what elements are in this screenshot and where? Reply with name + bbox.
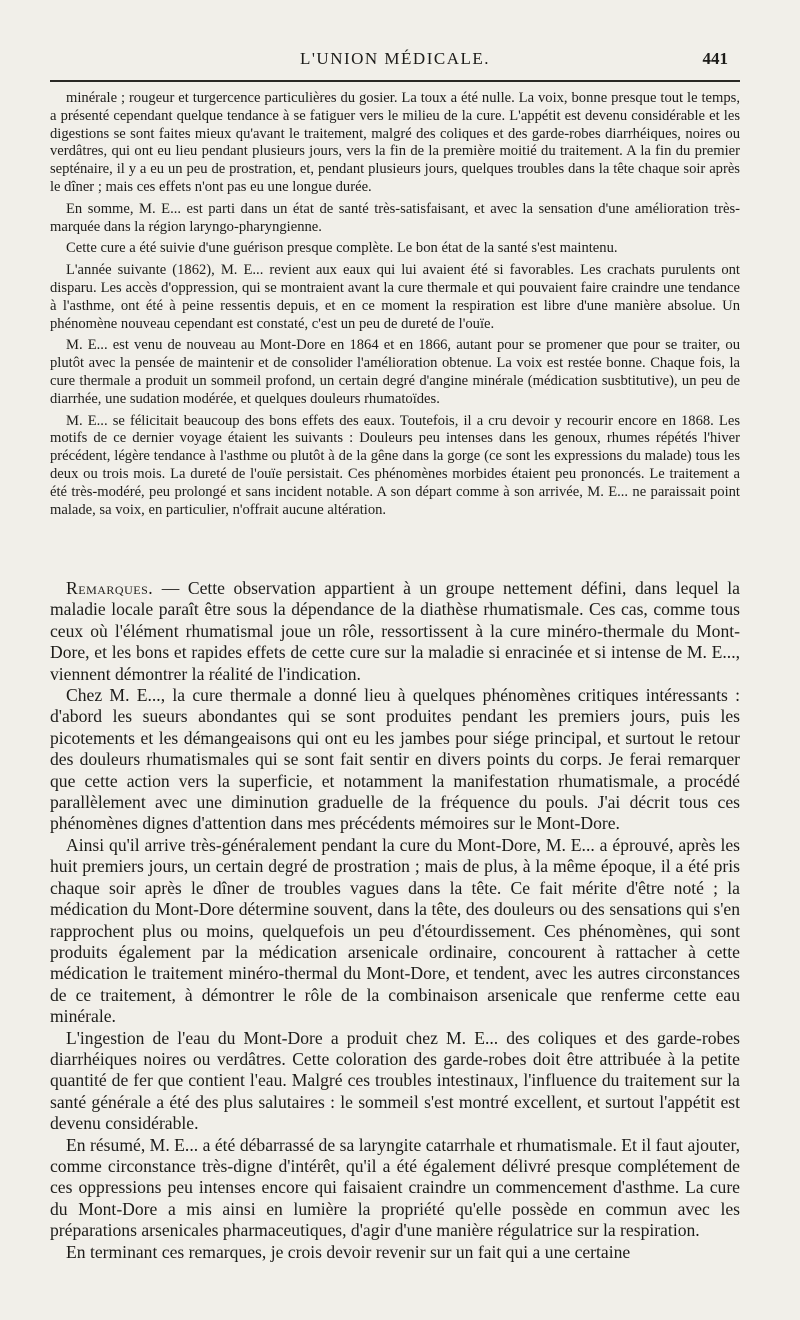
running-title: L'UNION MÉDICALE. (299, 49, 491, 68)
remarques-label: Remarques. (66, 578, 154, 598)
paragraph: M. E... se félicitait beaucoup des bons effets des eaux. Toutefois, il a cru devoir y recourir encore en 1868. Les motifs de ce dernier voyage étaient les suivants : Douleurs peu intenses dans les genoux, rhumes répétés l'hiver précédent, légère tendance à l'asthme ou plutôt à de la gêne dans la gorge (ce sont les expressions du malade) tous les deux ou trois mois. La dureté de l'ouïe persistait. Ces phénomènes morbides étaient peu prononcés. Le traitement a été très-modéré, peu prolongé et sans incident notable. A son départ comme à son arrivée, M. E... ne paraissait point malade, sa voix, en particulier, n'offrait aucune altération. (50, 412, 740, 518)
paragraph: L'année suivante (1862), M. E... revient aux eaux qui lui avaient été si favorables. Les crachats purulents ont disparu. Les accès d'oppression, qui se montraient avant la cure thermale et qui pouvaient faire craindre une tendance à l'asthme, ont été à peine ressentis depuis, et en ce moment la respiration est libre d'une manière absolue. Un phénomène nouveau cependant est constaté, c'est un peu de dureté de l'ouïe. (50, 262, 740, 332)
paragraph: Cette cure a été suivie d'une guérison presque complète. Le bon état de la santé s'est maintenu. (66, 240, 618, 257)
remarques-section (50, 578, 740, 1263)
case-report-small-print (50, 90, 740, 519)
page-header (50, 44, 740, 78)
paragraph: Ainsi qu'il arrive très-généralement pendant la cure du Mont-Dore, M. E... a éprouvé, après les huit premiers jours, un certain degré de prostration ; mais de plus, à la même époque, il a été pris chaque soir après le dîner de troubles vagues dans la tête. Ce fait mérite d'être noté ; la médication du Mont-Dore détermine souvent, dans la tête, des douleurs ou des sensations qui s'en rapprochent plus ou moins, quelquefois un peu d'étourdissement. Ces phénomènes, qui sont produits également par la médication arsenicale ordinaire, concourent à rattacher à cette médication le traitement minéro-thermal du Mont-Dore, et tendent, avec les autres circonstances de ce traitement, à démontrer le rôle de la combinaison arsenicale que renferme cette eau minérale. (50, 834, 740, 1027)
paragraph: M. E... est venu de nouveau au Mont-Dore en 1864 et en 1866, autant pour se promener que pour se traiter, ou plutôt avec la pensée de maintenir et de consolider l'amélioration obtenue. La voix est restée bonne. Chaque fois, la cure thermale a produit un sommeil profond, un certain degré d'angine minérale (médication susbtitutive), un peu de diarrhée, une sudation modérée, et quelques douleurs rhumatoïdes. (50, 337, 740, 407)
remarques-paragraph (50, 578, 740, 685)
paragraph: En somme, M. E... est parti dans un état de santé très-satisfaisant, et avec la sensation d'une amélioration très-marquée dans la région laryngo-pharyngienne. (50, 200, 740, 235)
paragraph: minérale ; rougeur et turgercence particulières du gosier. La toux a été nulle. La voix, bonne presque tout le temps, a présenté cependant quelque tendance à se fatiguer vers le milieu de la cure. L'appétit est devenu considérable et les digestions se sont faites mieux qu'avant le traitement, malgré des coliques et des garde-robes diarrhéiques, noires ou verdâtres, qui ont eu lieu pendant plusieurs jours, vers la fin de la première moitié du traitement. A la fin du premier septénaire, il y a eu un peu de prostration, et, pendant plusieurs jours, quelques troubles dans la tête chaque soir après le dîner ; mais ces effets n'ont pas eu une longue durée. (50, 90, 740, 195)
paragraph: En résumé, M. E... a été débarrassé de sa laryngite catarrhale et rhumatismale. Et il faut ajouter, comme circonstance très-digne d'intérêt, qu'il a été également délivré presque complétement de ces oppressions peu intenses encore qui faisaient craindre un commencement d'asthme. La cure du Mont-Dore a mis ainsi en lumière la propriété qu'elle possède en commun avec les préparations arsenicales pharmaceutiques, d'agir d'une manière régulatrice sur la respiration. (50, 1134, 740, 1241)
remarques-text: — Cette observation appartient à un groupe nettement défini, dans lequel la maladie locale paraît être sous la dépendance de la diathèse rhumatismale. Ces cas, comme tous ceux où l'élément rhumatismal joue un rôle, ressortissent à la cure minéro-thermale du Mont-Dore, et les bons et rapides effets de cette cure sur la maladie si enracinée et si intense de M. E..., viennent démontrer la réalité de l'indication. (50, 578, 740, 684)
header-rule (50, 80, 740, 82)
paragraph: En terminant ces remarques, je crois devoir revenir sur un fait qui a une certaine (66, 1241, 631, 1262)
page-number: 441 (702, 49, 728, 68)
paragraph: Chez M. E..., la cure thermale a donné lieu à quelques phénomènes critiques intéressants : d'abord les sueurs abondantes qui se sont produites pendant les premiers jours, puis les picotements et les démangeaisons qui ont eu les jambes pour siége principal, et surtout le retour des douleurs rhumatismales qui se sont fait sentir en divers points du corps. Je ferai remarquer que cette action vers la superficie, et notamment la manifestation rhumatismale, a procédé parallèlement avec une diminution graduelle de la fréquence du pouls. J'ai décrit tous ces phénomènes dignes d'attention dans mes précédents mémoires sur le Mont-Dore. (50, 685, 740, 834)
paragraph: L'ingestion de l'eau du Mont-Dore a produit chez M. E... des coliques et des garde-robes diarrhéiques noires ou verdâtres. Cette coloration des garde-robes doit être attribuée à la petite quantité de fer que contient l'eau. Malgré ces troubles intestinaux, l'influence du traitement sur la santé générale a été des plus salutaires : le sommeil s'est montré excellent, et surtout l'appétit est devenu considérable. (50, 1027, 740, 1134)
